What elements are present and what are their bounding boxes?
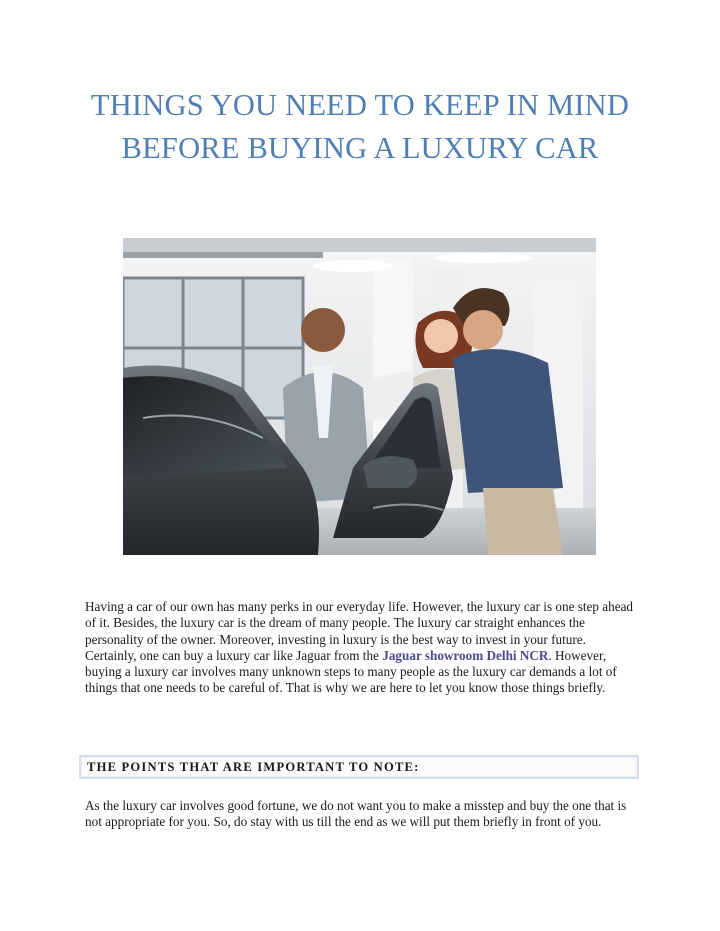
- showroom-photo-icon: [123, 238, 596, 555]
- intro-text-start: Having a car of our own has many perks in our everyday life. However, the luxury car is one step ahead of it. Besides, the luxury car is the dream of many people. The luxury car straight enhances the personality of the owner. Moreover, investing in luxury is the best way to invest in your future. Certainly, one can buy a luxury car like Jaguar from the: [85, 599, 634, 663]
- intro-paragraph: [85, 599, 637, 697]
- page-title: THINGS YOU NEED TO KEEP IN MIND BEFORE BUYING A LUXURY CAR: [90, 88, 630, 165]
- intro-text-end: . However, buying a luxury car involves many unknown steps to many people as the luxury car demands a lot of things that one needs to be careful of. That is why we are here to let you know those things briefly.: [85, 647, 617, 696]
- section-heading: THE POINTS THAT ARE IMPORTANT TO NOTE:: [87, 760, 420, 774]
- hero-image: [123, 238, 596, 555]
- section-heading-box: [79, 755, 639, 779]
- section-paragraph: As the luxury car involves good fortune, we do not want you to make a misstep and buy the one that is not appropriate for you. So, do stay with us till the end as we will put them briefly in front of you.: [85, 798, 627, 830]
- jaguar-showroom-link[interactable]: Jaguar showroom Delhi NCR: [382, 647, 549, 663]
